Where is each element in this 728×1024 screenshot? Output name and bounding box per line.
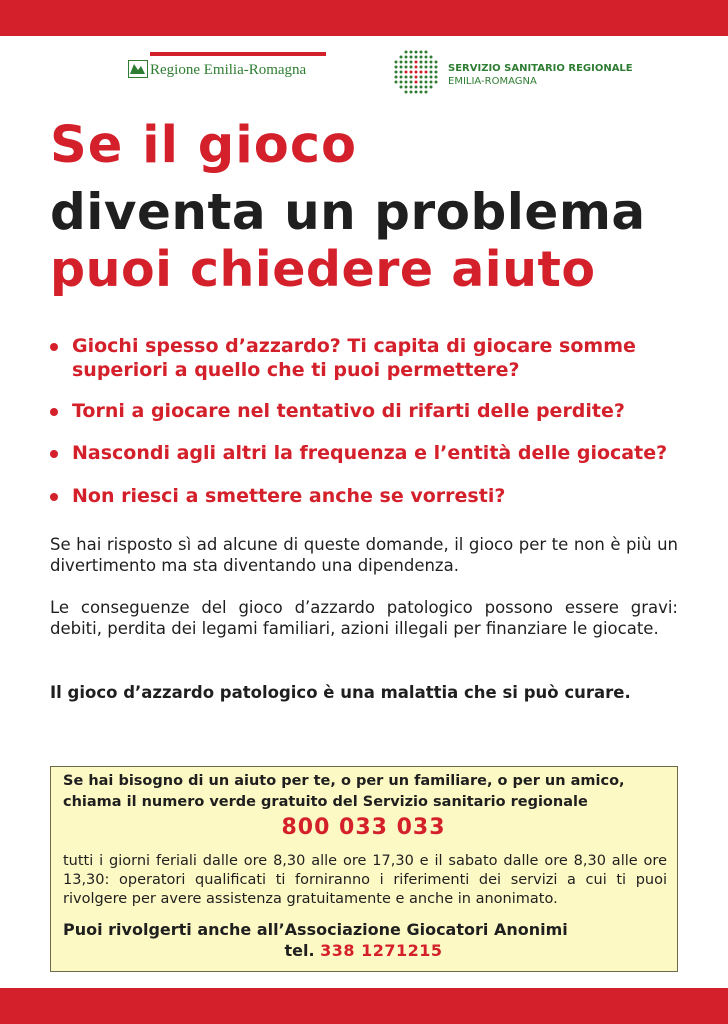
ssr-line-2: EMILIA-ROMAGNA — [448, 76, 537, 87]
logo-dot — [415, 76, 418, 79]
logo-dot — [420, 86, 423, 89]
question-text: Giochi spesso d’azzardo? Ti capita di giocare somme superiori a quello che ti puoi permettere? — [72, 335, 636, 381]
logo-dot — [425, 81, 428, 84]
logo-dot — [420, 81, 423, 84]
logo-dot — [400, 76, 403, 79]
service-hours: tutti i giorni feriali dalle ore 8,30 alle ore 17,30 e il sabato dalle ore 8,30 alle ore 13,30: operatori qualificati ti forniranno i riferimenti dei servizi a cui ti puoi rivolgere per avere assistenza gratuitamente e anche in anonimato. — [63, 853, 667, 907]
servizio-sanitario-logo — [392, 48, 632, 98]
logo-dot — [405, 81, 408, 84]
logo-dot — [425, 71, 428, 74]
logo-dot — [395, 71, 398, 74]
bullet-icon — [50, 408, 58, 416]
logo-dot — [395, 76, 398, 79]
question-item — [50, 334, 700, 382]
logo-dot — [425, 91, 428, 94]
logo-dot — [435, 81, 438, 84]
region-logo-text: Regione Emilia-Romagna — [150, 62, 307, 78]
logo-dot — [425, 56, 428, 59]
logo-dot — [435, 71, 438, 74]
logo-dot — [430, 56, 433, 59]
logo-dot — [420, 61, 423, 64]
logo-dot — [415, 51, 418, 54]
top-red-band — [0, 0, 728, 36]
headline-line-3: puoi chiedere aiuto — [50, 241, 596, 298]
association-phone-number[interactable]: 338 1271215 — [320, 941, 443, 960]
bottom-red-band — [0, 988, 728, 1024]
logo-dot — [415, 71, 418, 74]
logo-dot — [400, 66, 403, 69]
logo-dot — [435, 66, 438, 69]
logo-red-bar — [150, 52, 326, 56]
logo-dot — [420, 76, 423, 79]
logo-dot — [420, 91, 423, 94]
tel-label: tel. — [284, 941, 315, 960]
logo-dot — [410, 56, 413, 59]
logo-dot — [410, 91, 413, 94]
logo-dot — [400, 56, 403, 59]
logo-dot — [405, 86, 408, 89]
logo-dot — [405, 76, 408, 79]
logo-dot — [415, 86, 418, 89]
logo-dot — [410, 66, 413, 69]
logo-dot — [430, 66, 433, 69]
logo-dot — [425, 61, 428, 64]
paragraph-curable: Il gioco d’azzardo patologico è una malattia che si può curare. — [50, 683, 631, 702]
logo-dot — [430, 86, 433, 89]
logo-dot — [410, 81, 413, 84]
question-text: Non riesci a smettere anche se vorresti? — [72, 485, 506, 507]
logo-dot — [435, 76, 438, 79]
logo-dot — [415, 91, 418, 94]
question-item — [50, 441, 700, 465]
question-item — [50, 484, 700, 508]
region-flag-icon — [128, 60, 148, 78]
logo-dot — [430, 76, 433, 79]
logo-dot — [395, 61, 398, 64]
bullet-icon — [50, 343, 58, 351]
regione-emilia-romagna-logo — [128, 52, 328, 88]
logo-dot — [405, 51, 408, 54]
logo-dot — [410, 76, 413, 79]
logo-dot — [400, 71, 403, 74]
question-text: Nascondi agli altri la frequenza e l’entità delle giocate? — [72, 442, 668, 464]
logo-dot — [425, 76, 428, 79]
logo-dot — [415, 56, 418, 59]
logo-dot — [410, 71, 413, 74]
logo-dot — [410, 51, 413, 54]
logo-dot — [430, 81, 433, 84]
logo-dot — [420, 56, 423, 59]
toll-free-number[interactable]: 800 033 033 — [281, 815, 446, 840]
logo-dot — [405, 61, 408, 64]
paragraph-consequences: Le conseguenze del gioco d’azzardo patologico possono essere gravi: debiti, perdita dei legami familiari, azioni illegali per finanziare le giocate. — [50, 598, 678, 638]
logo-dot — [430, 61, 433, 64]
headline-line-2: diventa un problema — [50, 183, 646, 241]
logo-dot — [420, 66, 423, 69]
logo-dot — [435, 61, 438, 64]
logo-dot — [415, 66, 418, 69]
logo-dot — [395, 66, 398, 69]
question-text: Torni a giocare nel tentativo di rifarti delle perdite? — [72, 400, 625, 422]
logo-dot — [405, 91, 408, 94]
association-text: Puoi rivolgerti anche all’Associazione Giocatori Anonimi — [63, 920, 568, 939]
logo-dot — [415, 61, 418, 64]
logo-dot — [425, 51, 428, 54]
bullet-icon — [50, 450, 58, 458]
logo-dot — [395, 81, 398, 84]
logo-dot — [410, 61, 413, 64]
logo-dot — [430, 71, 433, 74]
logo-dot — [410, 86, 413, 89]
logo-dot — [400, 61, 403, 64]
logo-dot — [420, 51, 423, 54]
dot-grid-icon — [392, 48, 440, 96]
logo-dot — [415, 81, 418, 84]
association-phone — [51, 941, 676, 960]
logo-dot — [405, 66, 408, 69]
ssr-line-1: SERVIZIO SANITARIO REGIONALE — [448, 63, 633, 74]
headline-line-1: Se il gioco — [50, 116, 358, 175]
logo-dot — [420, 71, 423, 74]
question-item — [50, 399, 700, 423]
logo-dot — [425, 86, 428, 89]
logo-dot — [405, 56, 408, 59]
help-intro: Se hai bisogno di un aiuto per te, o per un familiare, o per un amico, chiama il numero verde gratuito del Servizio sanitario regionale — [63, 773, 625, 810]
logo-dot — [400, 81, 403, 84]
paragraph-dependency: Se hai risposto sì ad alcune di queste domande, il gioco per te non è più un divertimento ma sta diventando una dipendenza. — [50, 535, 678, 575]
logo-dot — [425, 66, 428, 69]
logo-dot — [405, 71, 408, 74]
bullet-icon — [50, 493, 58, 501]
help-info-box — [50, 766, 678, 972]
logo-dot — [400, 86, 403, 89]
